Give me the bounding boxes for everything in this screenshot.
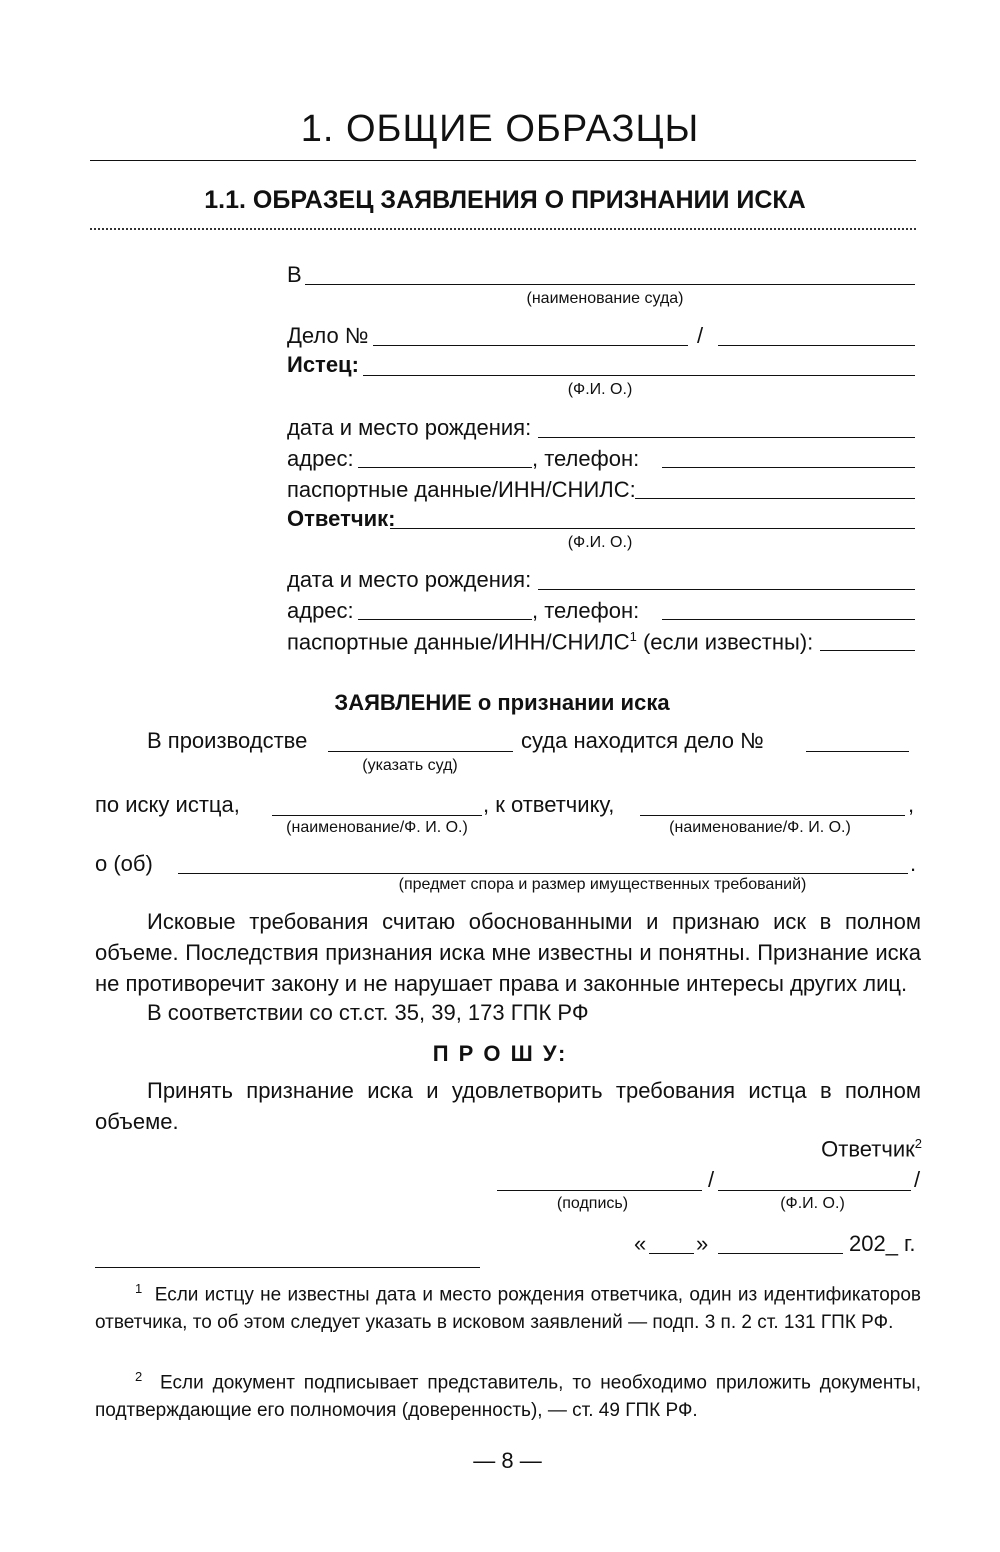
case-number-field-2[interactable] [718, 345, 915, 346]
case-number-field-3[interactable] [806, 751, 909, 752]
footnote-ref-1: 1 [629, 629, 637, 644]
dispute-subject-caption: (предмет спора и размер имущественных требований) [398, 876, 807, 893]
defendant-passport-label: паспортные данные/ИНН/СНИЛС [287, 629, 630, 655]
signature-field[interactable] [497, 1190, 702, 1191]
statement-title-bold: ЗАЯВЛЕНИЕ [334, 690, 472, 715]
court-specify-caption: (указать суд) [362, 757, 458, 774]
date-open-quote: « [634, 1231, 647, 1256]
footnote-2-number: 2 [135, 1369, 143, 1384]
statement-line2-b: , к ответчику, [483, 792, 615, 817]
court-caption: (наименование суда) [526, 290, 684, 307]
chapter-rule [90, 160, 916, 161]
plaintiff-birth-field[interactable] [538, 437, 915, 438]
court-name-field[interactable] [305, 284, 915, 285]
date-close-quote: » [696, 1231, 709, 1256]
statement-paragraph-2: В соответствии со ст.ст. 35, 39, 173 ГПК РФ [147, 1000, 589, 1025]
statement-title [0, 690, 1000, 716]
plaintiff-name-caption: (наименование/Ф. И. О.) [286, 819, 468, 836]
plaintiff-passport-field[interactable] [635, 498, 915, 499]
date-month-field[interactable] [718, 1253, 843, 1254]
case-slash: / [697, 323, 704, 348]
page-number: — 8 — [473, 1448, 542, 1473]
signature-role [821, 1136, 922, 1162]
statement-line3-dot: . [910, 851, 917, 876]
plaintiff-birth-label: дата и место рождения: [287, 415, 532, 440]
chapter-title: 1. ОБЩИЕ ОБРАЗЦЫ [300, 108, 700, 150]
defendant-address-field[interactable] [358, 619, 532, 620]
signature-slash-1: / [708, 1167, 715, 1192]
request-heading: П Р О Ш У: [432, 1041, 568, 1066]
footnote-1-number: 1 [135, 1281, 143, 1296]
signature-caption: (подпись) [556, 1195, 629, 1212]
footnote-1 [95, 1275, 921, 1337]
signature-role-label: Ответчик [821, 1136, 915, 1162]
defendant-address-label: адрес: [287, 598, 354, 623]
section-dotted-rule [90, 228, 916, 230]
statement-line2-a: по иску истца, [95, 792, 240, 817]
signer-fio-caption: (Ф.И. О.) [780, 1195, 845, 1212]
plaintiff-claim-field[interactable] [272, 815, 482, 816]
defendant-birth-label: дата и место рождения: [287, 567, 532, 592]
plaintiff-phone-label: , телефон: [532, 446, 640, 471]
statement-paragraph-3: Принять признание иска и удовлетворить требования истца в полном объеме. [95, 1078, 921, 1134]
defendant-name-caption: (наименование/Ф. И. О.) [669, 819, 851, 836]
plaintiff-passport-label: паспортные данные/ИНН/СНИЛС: [287, 477, 636, 502]
statement-line1-b: суда находится дело № [521, 728, 764, 753]
court-field[interactable] [328, 751, 513, 752]
statement-line3-a: о (об) [95, 851, 153, 876]
defendant-phone-field[interactable] [662, 619, 915, 620]
case-label: Дело № [287, 323, 369, 348]
plaintiff-fio-caption: (Ф.И. О.) [567, 381, 633, 398]
defendant-name-field[interactable] [390, 528, 915, 529]
defendant-fio-caption: (Ф.И. О.) [567, 534, 633, 551]
statement-title-rest: о признании иска [471, 690, 670, 715]
date-year: 202_ г. [849, 1231, 916, 1256]
plaintiff-name-field[interactable] [363, 375, 915, 376]
signature-slash-2: / [914, 1167, 921, 1192]
footnote-2-text: Если документ подписывает представитель, то необходимо приложить документы, подтверждающие его полномочия (доверенность), — ст. 49 ГПК РФ. [95, 1372, 921, 1422]
footnote-2 [95, 1363, 921, 1425]
plaintiff-address-label: адрес: [287, 446, 354, 471]
to-label: В [287, 262, 302, 287]
plaintiff-address-field[interactable] [358, 467, 532, 468]
defendant-label: Ответчик: [287, 506, 396, 531]
defendant-claim-field[interactable] [640, 815, 905, 816]
statement-paragraph-1: Исковые требования считаю обоснованными и признаю иск в полном объеме. Последствия признания иска мне известны и понятны. Признание иска не противоречит закону и не нарушает права и законные интересы других лиц. [95, 909, 921, 996]
defendant-birth-field[interactable] [538, 589, 915, 590]
footnote-1-text: Если истцу не известны дата и место рождения ответчика, один из идентификаторов ответчика, то об этом следует указать в исковом заявлений — подп. 3 п. 2 ст. 131 ГПК РФ. [95, 1284, 921, 1334]
plaintiff-label: Истец: [287, 352, 359, 377]
defendant-passport-line [287, 629, 813, 655]
plaintiff-phone-field[interactable] [662, 467, 915, 468]
signer-name-field[interactable] [718, 1190, 911, 1191]
defendant-passport-field[interactable] [820, 650, 915, 651]
date-day-field[interactable] [649, 1253, 694, 1254]
statement-line2-c: , [908, 792, 915, 817]
defendant-passport-suffix: (если известны): [636, 629, 814, 655]
defendant-phone-label: , телефон: [532, 598, 640, 623]
case-number-field[interactable] [373, 345, 688, 346]
footnote-separator [95, 1267, 480, 1268]
footnote-ref-2: 2 [914, 1136, 922, 1151]
dispute-subject-field[interactable] [178, 873, 908, 874]
statement-line1-a: В производстве [147, 728, 308, 753]
section-title: 1.1. ОБРАЗЕЦ ЗАЯВЛЕНИЯ О ПРИЗНАНИИ ИСКА [204, 186, 806, 214]
